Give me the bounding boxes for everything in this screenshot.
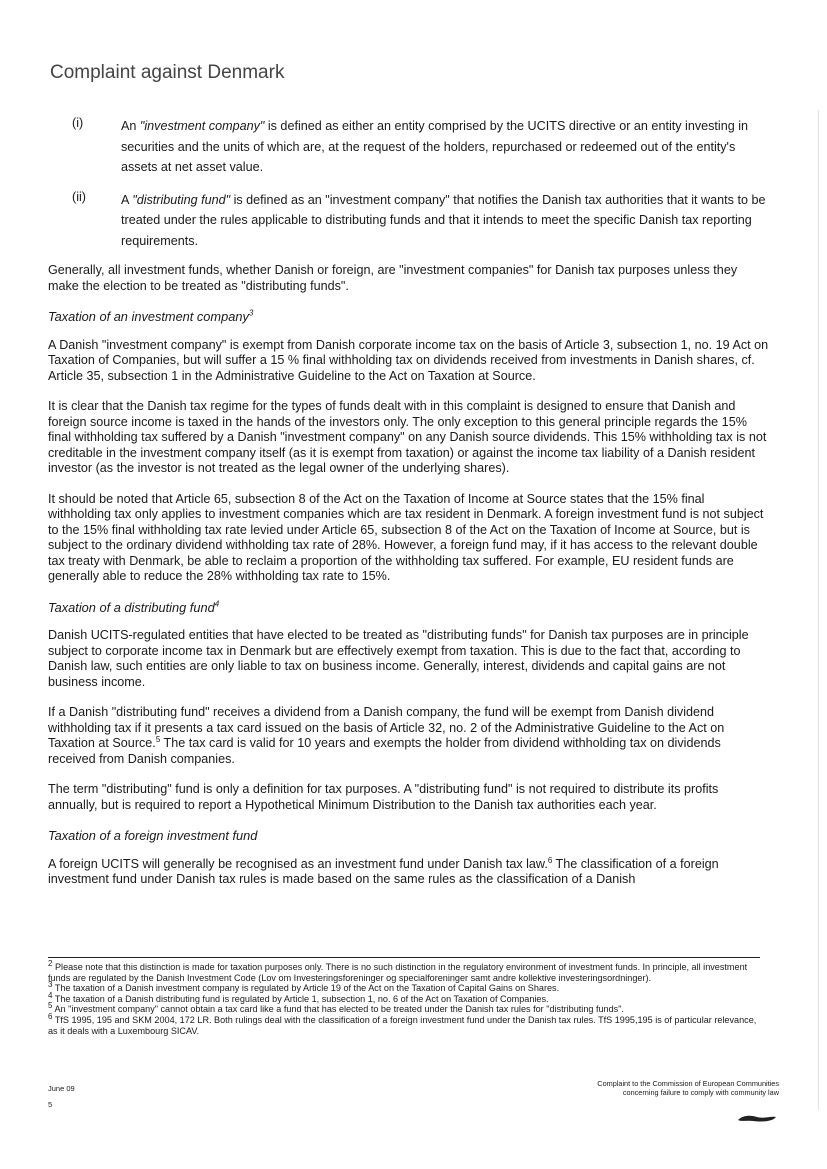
footnote-ref[interactable]: 3 (248, 308, 254, 318)
definition-rest: is defined as an "investment company" that notifies the Danish tax authorities that it wants to be treated under the rules applicable to distributing funds and that it intends to meet the specific Danish tax reporting requirements. (121, 192, 766, 248)
intro-paragraph: Generally, all investment funds, whether Danish or foreign, are "investment companies" for Danish tax purposes unless they make the election to be treated as "distributing funds". (48, 263, 738, 293)
footnote-number: 3 (48, 980, 53, 990)
definition-item (72, 116, 770, 178)
paragraph: Danish UCITS-regulated entities that have elected to be treated as "distributing funds" for Danish tax purposes are in principle subject to corporate income tax in Denmark but are effectively exempt from taxation. This is due to the fact that, according to Danish law, such entities are only liable to tax on business income. Generally, interest, dividends and capital gains are not business income. (48, 628, 749, 689)
definition-text (121, 116, 770, 178)
footer-date: June 09 (48, 1084, 75, 1093)
footnote-number: 4 (48, 990, 53, 1000)
footnote-ref[interactable]: 5 (155, 734, 161, 744)
footnote (48, 990, 764, 1005)
footnote (48, 1001, 764, 1015)
footnote-text: The taxation of a Danish investment company is regulated by Article 19 of the Act on the Taxation of Capital Gains on Shares. (52, 983, 560, 994)
footnote-text: An "investment company" cannot obtain a tax card like a fund that has elected to be treated under the Danish tax rules for "distributing funds". (52, 1004, 624, 1015)
footnote-divider (48, 957, 760, 958)
paragraph (48, 705, 770, 767)
paragraph-text: The tax card is valid for 10 years and exempts the holder from dividend withholding tax on dividends received from Danish companies. (48, 736, 721, 766)
paragraph: It should be noted that Article 65, subsection 8 of the Act on the Taxation of Income at Source states that the 15% final withholding tax only applies to investment companies which are tax resident in Denmark. A foreign investment fund is not subject to the 15% final withholding tax rate levied under Article 65, subsection 8 of the Act on the Taxation of Income at Source, but is subject to the ordinary dividend withholding tax rate of 28%. However, a foreign fund may, if it has access to the relevant double tax treaty with Denmark, be able to reclaim a proportion of the withholding tax suffered. For example, EU resident funds are generally able to reduce the 28% withholding tax rate to 15%. (48, 491, 764, 583)
footnote (48, 958, 764, 983)
page-number: 5 (48, 1100, 53, 1109)
definition-rest: is defined as either an entity comprised by the UCITS directive or an entity investing in securities and the units of which are, at the request of the holders, repurchased or redeemed out of the entity's assets at net asset value. (121, 119, 749, 174)
firm-logo-icon (737, 1110, 777, 1128)
definition-term: "distributing fund" (132, 192, 231, 207)
footnote (48, 980, 764, 994)
definition-text (121, 190, 770, 252)
definition-lead: A (121, 192, 133, 207)
paragraph-text: If a Danish "distributing fund" receives a dividend from a Danish company, the fund will be exempt from Danish dividend withholding tax if it presents a tax card issued on the basis of Article 32, no. 2 of the Administrative Guideline to the Act on Taxation at Source. (48, 705, 725, 750)
paragraph (48, 857, 770, 888)
footnote-ref[interactable]: 4 (214, 599, 220, 609)
section-heading-text: Taxation of a distributing fund (48, 599, 215, 615)
footnote-number: 6 (48, 1011, 53, 1021)
scan-edge-divider (818, 110, 819, 1110)
section-heading-investment-company (48, 309, 770, 325)
footnote-text: The taxation of a Danish distributing fund is regulated by Article 1, subsection 1, no. 6 of the Act on Taxation of Companies. (52, 993, 549, 1004)
page-title: Complaint against Denmark (50, 62, 285, 83)
paragraph-text: A foreign UCITS will generally be recognised as an investment fund under Danish tax law. (48, 856, 548, 871)
paragraph: A Danish "investment company" is exempt from Danish corporate income tax on the basis of Article 3, subsection 1, no. 19 Act on Taxation of Companies, but will suffer a 15 % final withholding tax on dividends received from investments in Danish shares, cf. Article 35, subsection 1 in the Administrative Guideline to the Act on Taxation at Source. (48, 337, 769, 383)
definition-lead: An (121, 119, 140, 133)
main-content (48, 116, 770, 903)
footnote-number: 2 (48, 958, 53, 968)
page-footer-right (597, 1079, 779, 1097)
footer-title-line: Complaint to the Commission of European Communities (597, 1079, 779, 1088)
definition-term: "investment company" (139, 119, 265, 133)
section-heading-distributing-fund (48, 600, 770, 616)
footnotes (48, 958, 764, 1036)
paragraph-text: The classification of a foreign investment fund under Danish tax rules is made based on the same rules as the classification of a Danish (48, 856, 719, 886)
section-heading-foreign-fund: Taxation of a foreign investment fund (48, 828, 258, 843)
paragraph: It is clear that the Danish tax regime for the types of funds dealt with in this complaint is designed to ensure that Danish and foreign source income is taxed in the hands of the investors only. The only exception to this general principle regards the 15% final withholding tax suffered by a Danish "investment company" on any Danish source dividends. This 15% withholding tax is not creditable in the investment company itself (as it is exempt from taxation) or against the income tax liability of a Danish resident investor (as the investor is not treated as the legal owner of the underlying shares). (48, 399, 767, 475)
footnote-ref[interactable]: 6 (547, 855, 553, 865)
footnote-number: 5 (48, 1001, 53, 1011)
footnote-text: TfS 1995, 195 and SKM 2004, 172 LR. Both rulings deal with the classification of a foreign investment fund under the Danish tax rules. TfS 1995,195 is of particular relevance, as it deals with a Luxembourg SICAV. (48, 1014, 757, 1036)
definition-number: (i) (72, 116, 84, 130)
paragraph: The term "distributing" fund is only a definition for tax purposes. A "distributing fund" is not required to distribute its profits annually, but is required to report a Hypothetical Minimum Distribution to the Danish tax authorities each year. (48, 782, 719, 812)
footnote-text: Please note that this distinction is made for taxation purposes only. There is no such distinction in the regulatory environment of investment funds. In principle, all investment funds are regulated by the Danish Investment Code (Lov om Investeringsforeninger og specialforeninger samt andre kollektive investeringsordninger). (48, 962, 748, 983)
definition-item (72, 190, 770, 252)
definition-number: (ii) (72, 189, 86, 204)
section-heading-text: Taxation of an investment company (48, 309, 249, 324)
page-footer-left (48, 1081, 75, 1113)
footnote (48, 1011, 764, 1036)
footer-title-line: concerning failure to comply with community law (622, 1088, 779, 1097)
